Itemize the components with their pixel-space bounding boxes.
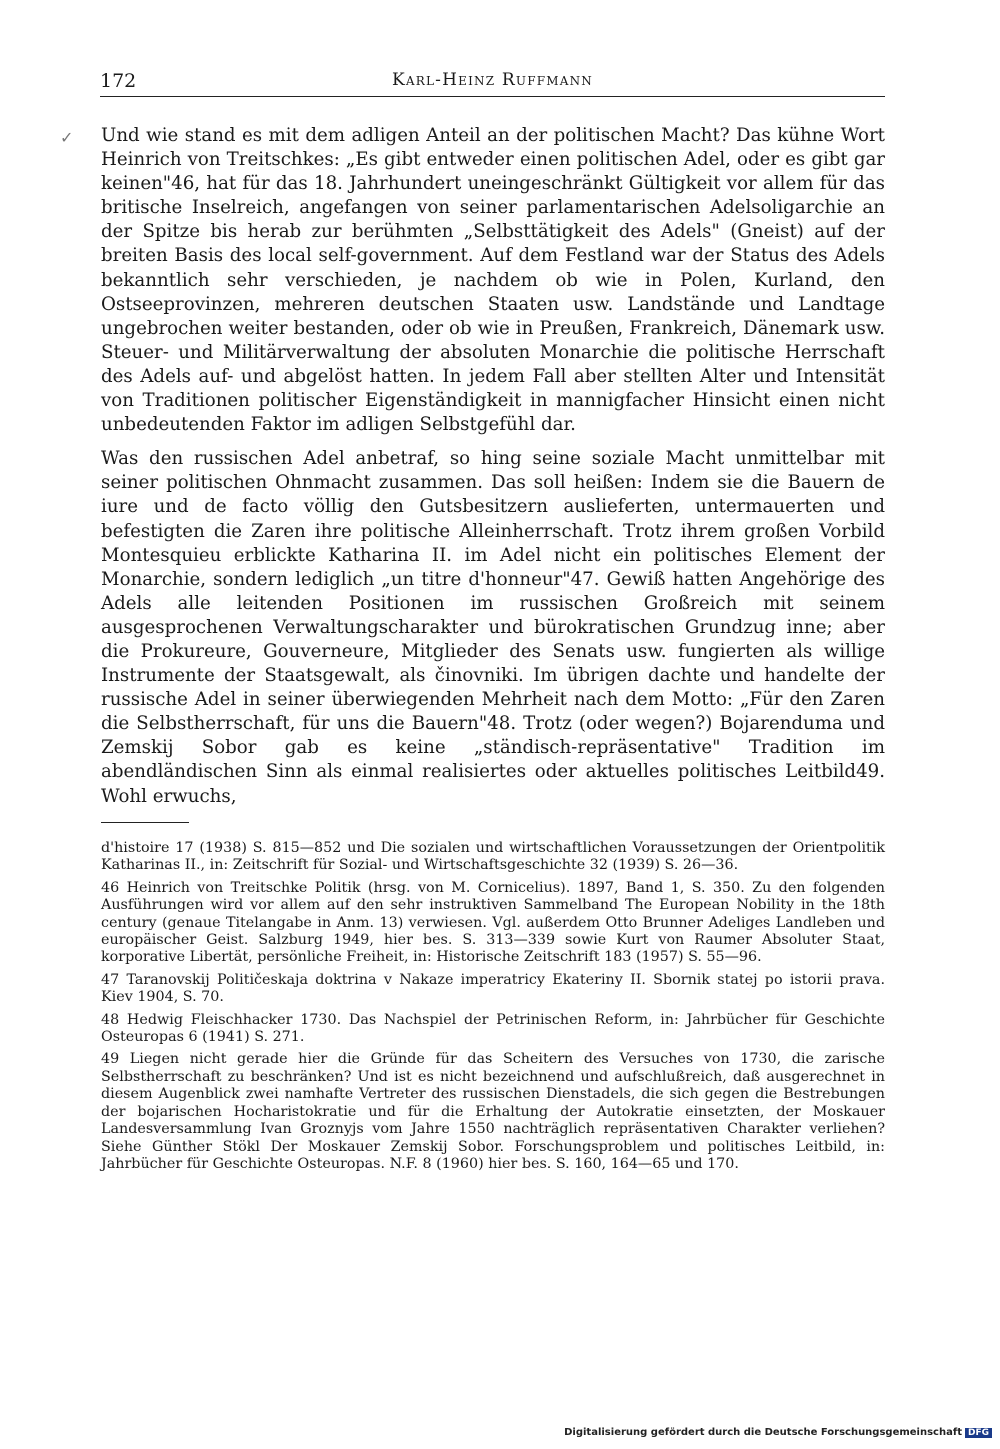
paragraph: Und wie stand es mit dem adligen Anteil an der politischen Macht? Das kühne Wort Heinrich von Treitschkes: „Es gibt entweder einen politischen Adel, oder es gibt gar keinen"46, hat für das 18. Jahrhundert uneingeschränkt Gültigkeit vor allem für das britische Inselreich, angefangen von seiner parlamentarischen Adelsoligarchie an der Spitze bis herab zur berühmten „Selbsttätigkeit des Adels" (Gneist) auf der breiten Basis des local self-government. Auf dem Festland war der Status des Adels bekanntlich sehr verschieden, je nachdem ob wie in Polen, Kurland, den Ostseeprovinzen, mehreren deutschen Staaten usw. Landstände und Landtage ungebrochen weiter bestanden, oder ob wie in Preußen, Frankreich, Dänemark usw. Steuer- und Militärverwaltung der absoluten Monarchie die politische Herrschaft des Adels auf- und abgelöst hatten. In jedem Fall aber stellten Alter und Intensität von Traditionen politischer Eigenständigkeit in mannigfacher Hinsicht einen nicht unbedeutenden Faktor im adligen Selbstgefühl dar. [101,125,885,436]
digitization-footer [564,1427,992,1438]
running-header [100,70,885,97]
footnotes [101,840,885,1178]
margin-check-mark: ✓ [60,128,74,147]
footnote: 48 Hedwig Fleischhacker 1730. Das Nachspiel der Petrinischen Reform, in: Jahrbücher für Geschichte Osteuropas 6 (1941) S. 271. [101,1011,885,1046]
footnote: 49 Liegen nicht gerade hier die Gründe für das Scheitern des Versuches von 1730, die zarische Selbstherrschaft zu beschränken? Und ist es nicht bezeichnend und aufschlußreich, daß ausgerechnet in diesem Augenblick zwei namhafte Vertreter des russischen Dienstadels, die sich gegen die Bestrebungen der bojarischen Hocharistokratie und für die Erhaltung der Autokratie einsetzten, der Moskauer Landesversammlung Ivan Groznyjs vom Jahre 1550 nachträglich repräsentativen Charakter verliehen? Siehe Günther Stökl Der Moskauer Zemskij Sobor. Forschungsproblem und politisches Leitbild, in: Jahrbücher für Geschichte Osteuropas. N.F. 8 (1960) hier bes. S. 160, 164—65 und 170. [101,1051,885,1172]
page-number: 172 [100,70,137,92]
footnote: d'histoire 17 (1938) S. 815—852 und Die sozialen und wirtschaftlichen Voraussetzungen der Orientpolitik Katharinas II., in: Zeitschrift für Sozial- und Wirtschaftsgeschichte 32 (1939) S. 26—36. [101,840,885,874]
footnote-separator [101,822,189,823]
footnote: 46 Heinrich von Treitschke Politik (hrsg. von M. Cornicelius). 1897, Band 1, S. 350. Zu den folgenden Ausführungen wird vor allem auf den sehr instruktiven Sammelband The European Nobility in the 18th century (genaue Titelangabe in Anm. 13) verwiesen. Vgl. außerdem Otto Brunner Adeliges Landleben und europäischer Geist. Salzburg 1949, hier bes. S. 313—339 sowie Kurt von Raumer Absoluter Staat, korporative Libertät, persönliche Freiheit, in: Historische Zeitschrift 183 (1957) S. 55—96. [101,879,885,966]
footnote: 47 Taranovskij Političeskaja doktrina v Nakaze imperatricy Ekateriny II. Sbornik statej po istorii prava. Kiev 1904, S. 70. [101,971,885,1006]
running-title-author: Karl-Heinz Ruffmann [392,70,593,90]
dfg-logo: DFG [965,1428,992,1438]
main-text [101,124,885,819]
footer-text: Digitalisierung gefördert durch die Deutsche Forschungsgemeinschaft [564,1427,962,1438]
paragraph: Was den russischen Adel anbetraf, so hing seine soziale Macht unmittelbar mit seiner politischen Ohnmacht zusammen. Das soll heißen: Indem sie die Bauern de iure und de facto völlig den Gutsbesitzern auslieferten, untermauerten und befestigten die Zaren ihre politische Alleinherrschaft. Trotz ihrem großen Vorbild Montesquieu erblickte Katharina II. im Adel nicht ein politisches Element der Monarchie, sondern lediglich „un titre d'honneur"47. Gewiß hatten Angehörige des Adels alle leitenden Positionen im russischen Großreich mit seinem ausgesprochenen Verwaltungscharakter und bürokratischen Grundzug inne; aber die Prokureure, Gouverneure, Mitglieder des Senats usw. fungierten als willige Instrumente der Staatsgewalt, als činovniki. Im übrigen dachte und handelte der russische Adel in seiner überwiegenden Mehrheit nach dem Motto: „Für den Zaren die Selbstherrschaft, für uns die Bauern"48. Trotz (oder wegen?) Bojarenduma und Zemskij Sobor gab es keine „ständisch-repräsentative" Tradition im abendländischen Sinn als einmal realisiertes oder aktuelles politisches Leitbild49. Wohl erwuchs, [101,448,885,807]
